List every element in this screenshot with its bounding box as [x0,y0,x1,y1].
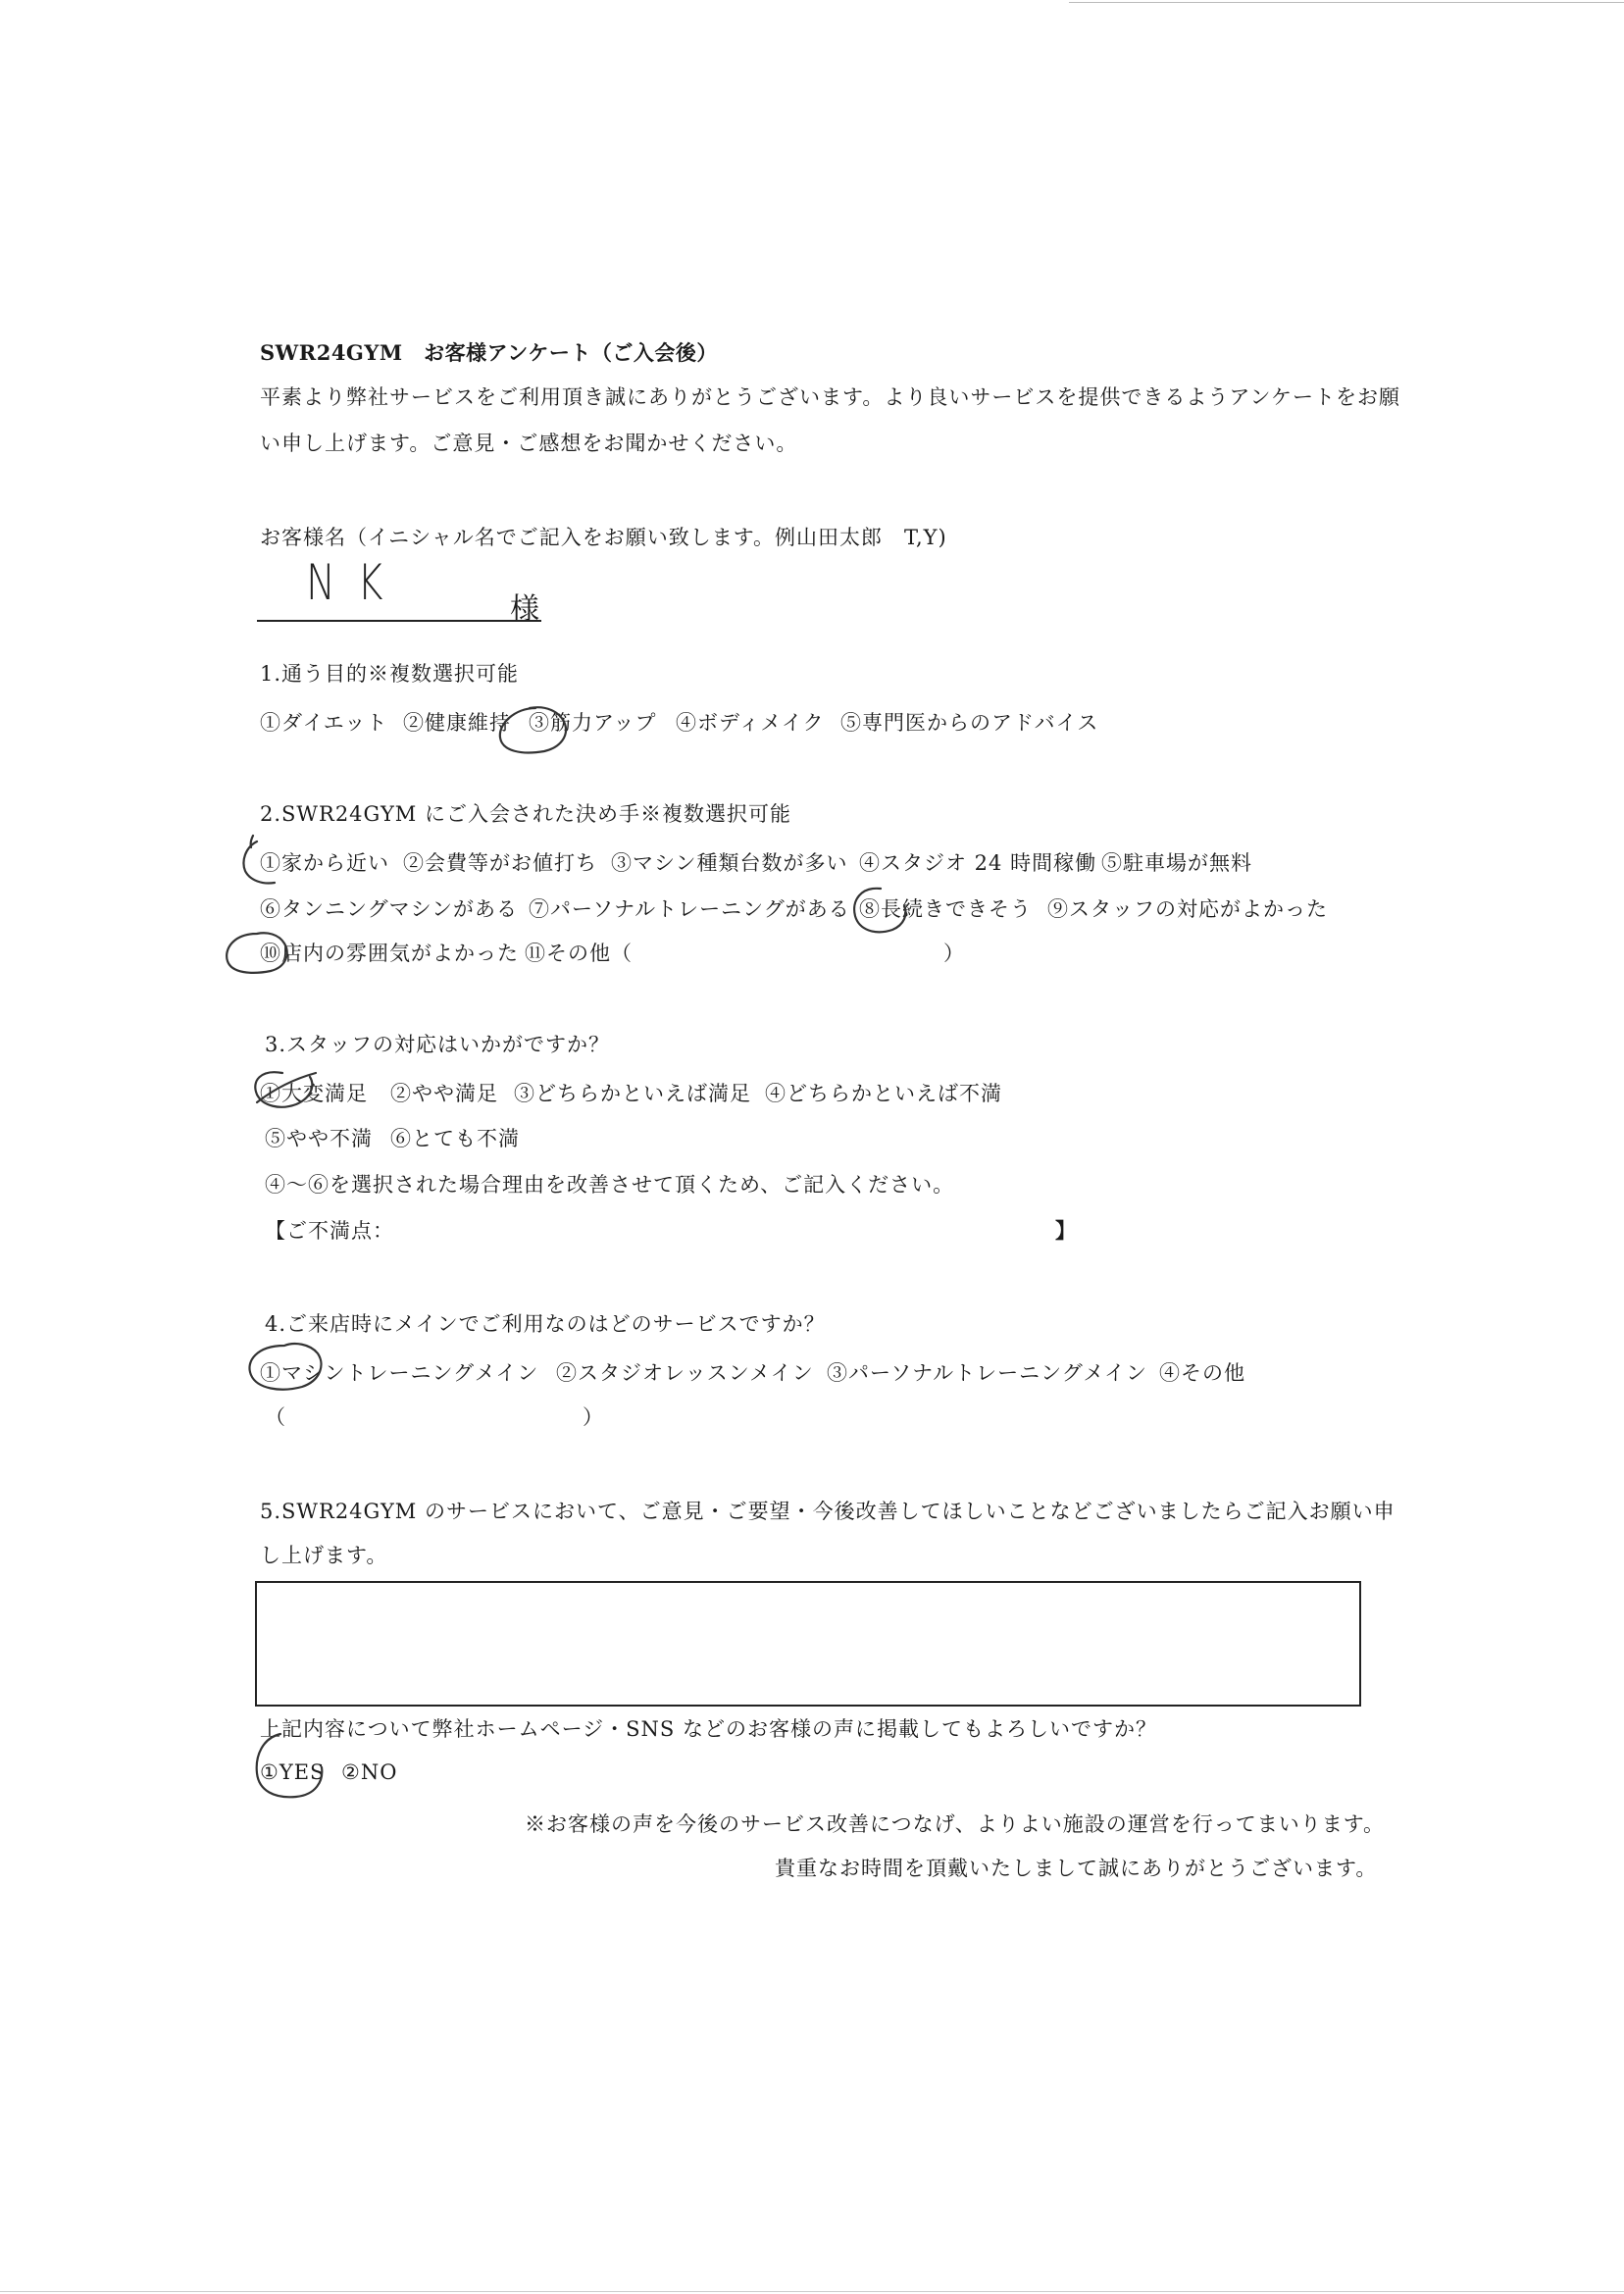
intro-line-2: い申し上げます。ご意見・ご感想をお聞かせください。 [260,432,798,455]
q5-question-line-1: 5.SWR24GYM のサービスにおいて、ご意見・ご要望・今後改善してほしいことなどございましたらご記入お願い申 [260,1500,1396,1523]
scan-edge-line [1069,2,1624,3]
q3-option-2[interactable]: ②やや満足 [390,1082,498,1105]
q2-option-6[interactable]: ⑥タンニングマシンがある [260,897,519,921]
customer-name-underline [257,620,541,622]
q4-question: 4.ご来店時にメインでご利用なのはどのサービスですか？ [265,1312,826,1336]
consent-question: 上記内容について弊社ホームページ・SNS などのお客様の声に掲載してもよろしいですか？ [260,1717,1157,1741]
q4-option-1[interactable]: ①マシントレーニングメイン [260,1361,539,1385]
q2-option-3[interactable]: ③マシン種類台数が多い [611,851,848,875]
q1-question: 1.通う目的※複数選択可能 [260,662,520,686]
q3-option-6[interactable]: ⑥とても不満 [390,1127,520,1150]
q2-option-1[interactable]: ①家から近い [260,851,389,875]
q1-option-5[interactable]: ⑤専門医からのアドバイス [840,711,1099,735]
q2-option-9[interactable]: ⑨スタッフの対応がよかった [1047,897,1328,921]
q3-option-3[interactable]: ③どちらかといえば満足 [514,1082,751,1105]
q2-option-4[interactable]: ④スタジオ 24 時間稼働 [859,851,1097,875]
customer-honorific: 様 [510,592,539,627]
q2-other-close: ） [943,942,965,965]
q2-question: 2.SWR24GYM にご入会された決め手※複数選択可能 [260,802,791,826]
q3-question: 3.スタッフの対応はいかがですか？ [265,1033,611,1056]
q3-dissatisfaction-label: 【ご不満点： [265,1219,394,1243]
q3-dissatisfaction-input[interactable] [392,1216,1049,1246]
q4-option-3[interactable]: ③パーソナルトレーニングメイン [827,1361,1148,1385]
q4-option-2[interactable]: ②スタジオレッスンメイン [556,1361,814,1385]
scan-bottom-edge [0,2291,1624,2292]
q2-option-5[interactable]: ⑤駐車場が無料 [1101,851,1252,875]
q4-other-open: （ [265,1405,286,1429]
q1-option-4[interactable]: ④ボディメイク [676,711,825,735]
q4-other-input[interactable] [294,1402,579,1432]
q5-answer-box[interactable] [255,1581,1361,1707]
q2-option-2[interactable]: ②会費等がお値打ち [403,851,597,875]
q3-option-5[interactable]: ⑤やや不満 [265,1127,373,1150]
q2-option-8[interactable]: ⑧長続きできそう [859,897,1032,921]
q1-option-2[interactable]: ②健康維持 [403,711,511,735]
intro-line-1: 平素より弊社サービスをご利用頂き誠にありがとうございます。より良いサービスを提供できるようアンケートをお願 [260,385,1401,409]
q3-option-4[interactable]: ④どちらかといえば不満 [765,1082,1002,1105]
consent-yes-option[interactable]: ①YES [260,1760,326,1784]
footer-line-2: 貴重なお時間を頂戴いたしまして誠にありがとうございます。 [775,1857,1378,1880]
q5-question-line-2: し上げます。 [260,1544,388,1567]
q1-option-1[interactable]: ①ダイエット [260,711,388,735]
q4-other-close: ） [583,1405,604,1429]
q2-option-11[interactable]: ⑪その他（ [525,942,633,965]
q2-option-10[interactable]: ⑩店内の雰囲気がよかった [260,942,519,965]
customer-name-label: お客様名（イニシャル名でご記入をお願い致します。例山田太郎 T,Y) [260,526,947,549]
consent-no-option[interactable]: ②NO [341,1760,398,1784]
q2-option-1-selection-tick [251,836,253,847]
q3-dissatisfaction-close: 】 [1055,1218,1077,1243]
customer-initials[interactable]: N K [306,554,388,611]
q2-option-7[interactable]: ⑦パーソナルトレーニングがある [529,897,850,921]
q4-option-4[interactable]: ④その他 [1159,1361,1245,1385]
q3-note: ④〜⑥を選択された場合理由を改善させて頂くため、ご記入ください。 [265,1173,955,1197]
survey-title: SWR24GYM お客様アンケート（ご入会後） [260,340,718,365]
q3-option-1[interactable]: ①大変満足 [260,1082,368,1105]
footer-line-1: ※お客様の声を今後のサービス改善につなげ、よりよい施設の運営を行ってまいります。 [525,1812,1386,1836]
q1-option-3[interactable]: ③筋力アップ [529,711,657,735]
